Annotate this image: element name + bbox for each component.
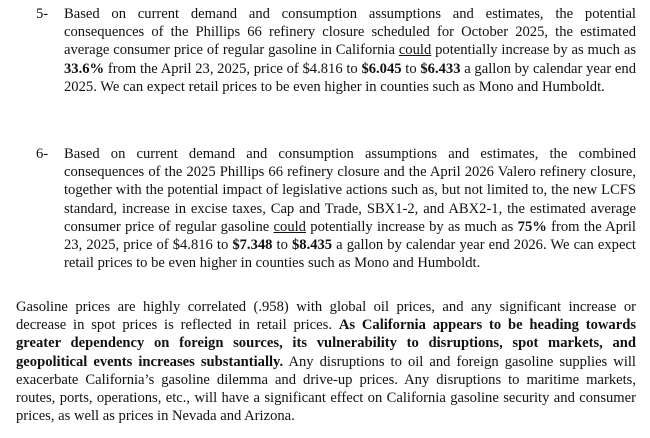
list-item-number: 6- (36, 146, 49, 162)
percent-increase: 33.6% (64, 60, 105, 77)
emphasis-could: could (273, 218, 306, 235)
price-low: $7.348 (232, 237, 273, 254)
list-item-text: Based on current demand and consumption assumptions and estimates, the potential consequences of the Phillips 66 refinery closure scheduled for October 2025, the estimated average consumer price of regular gasoline in California could potentially increase by as much as 33.6% from the April 23, 2025, price of $4.816 to $6.045 to $6.433 a gallon by calendar year end 2025. We can expect retail prices to be even higher in counties such as Mono and Humboldt. (64, 6, 637, 95)
price-low: $6.045 (361, 60, 402, 77)
closing-paragraph: Gasoline prices are highly correlated (.958) with global oil prices, and any significant increase or decrease in spot prices is reflected in retail prices. As California appears to be heading towards greater dependency on foreign sources, its vulnerability to disruptions, spot markets, and geopolitical events increases substantially. Any disruptions to oil and foreign gasoline supplies will exacerbate California’s gasoline dilemma and drive-up prices. Any disruptions to maritime markets, routes, ports, operations, etc., will have a significant effect on California gasoline security and consumer prices, as well as prices in Nevada and Arizona. (16, 299, 637, 425)
emphasis-could: could (398, 42, 432, 59)
bold-statement: As California appears to be heading towards greater dependency on foreign sources, its vulnerability to disruptions, spot markets, and geopolitical events increases substantially. (16, 317, 637, 370)
price-high: $6.433 (420, 60, 461, 77)
list-item-number: 5- (36, 6, 49, 22)
list-item-6 (36, 145, 636, 272)
list-item-5 (36, 5, 636, 96)
list-item-text: Based on current demand and consumption assumptions and estimates, the combined consequences of the 2025 Phillips 66 refinery closure and the April 2026 Valero refinery closure, together with the potential impact of legislative actions such as, but not limited to, the new LCFS standard, increase in excise taxes, Cap and Trade, SBX1-2, and ABX2-1, the estimated average consumer price of regular gasoline could potentially increase by as much as 75% from the April 23, 2025, price of $4.816 to $7.348 to $8.435 a gallon by calendar year end 2026. We can expect retail prices to be even higher in counties such as Mono and Humboldt. (64, 146, 636, 272)
percent-increase: 75% (517, 218, 547, 235)
price-high: $8.435 (291, 237, 333, 254)
